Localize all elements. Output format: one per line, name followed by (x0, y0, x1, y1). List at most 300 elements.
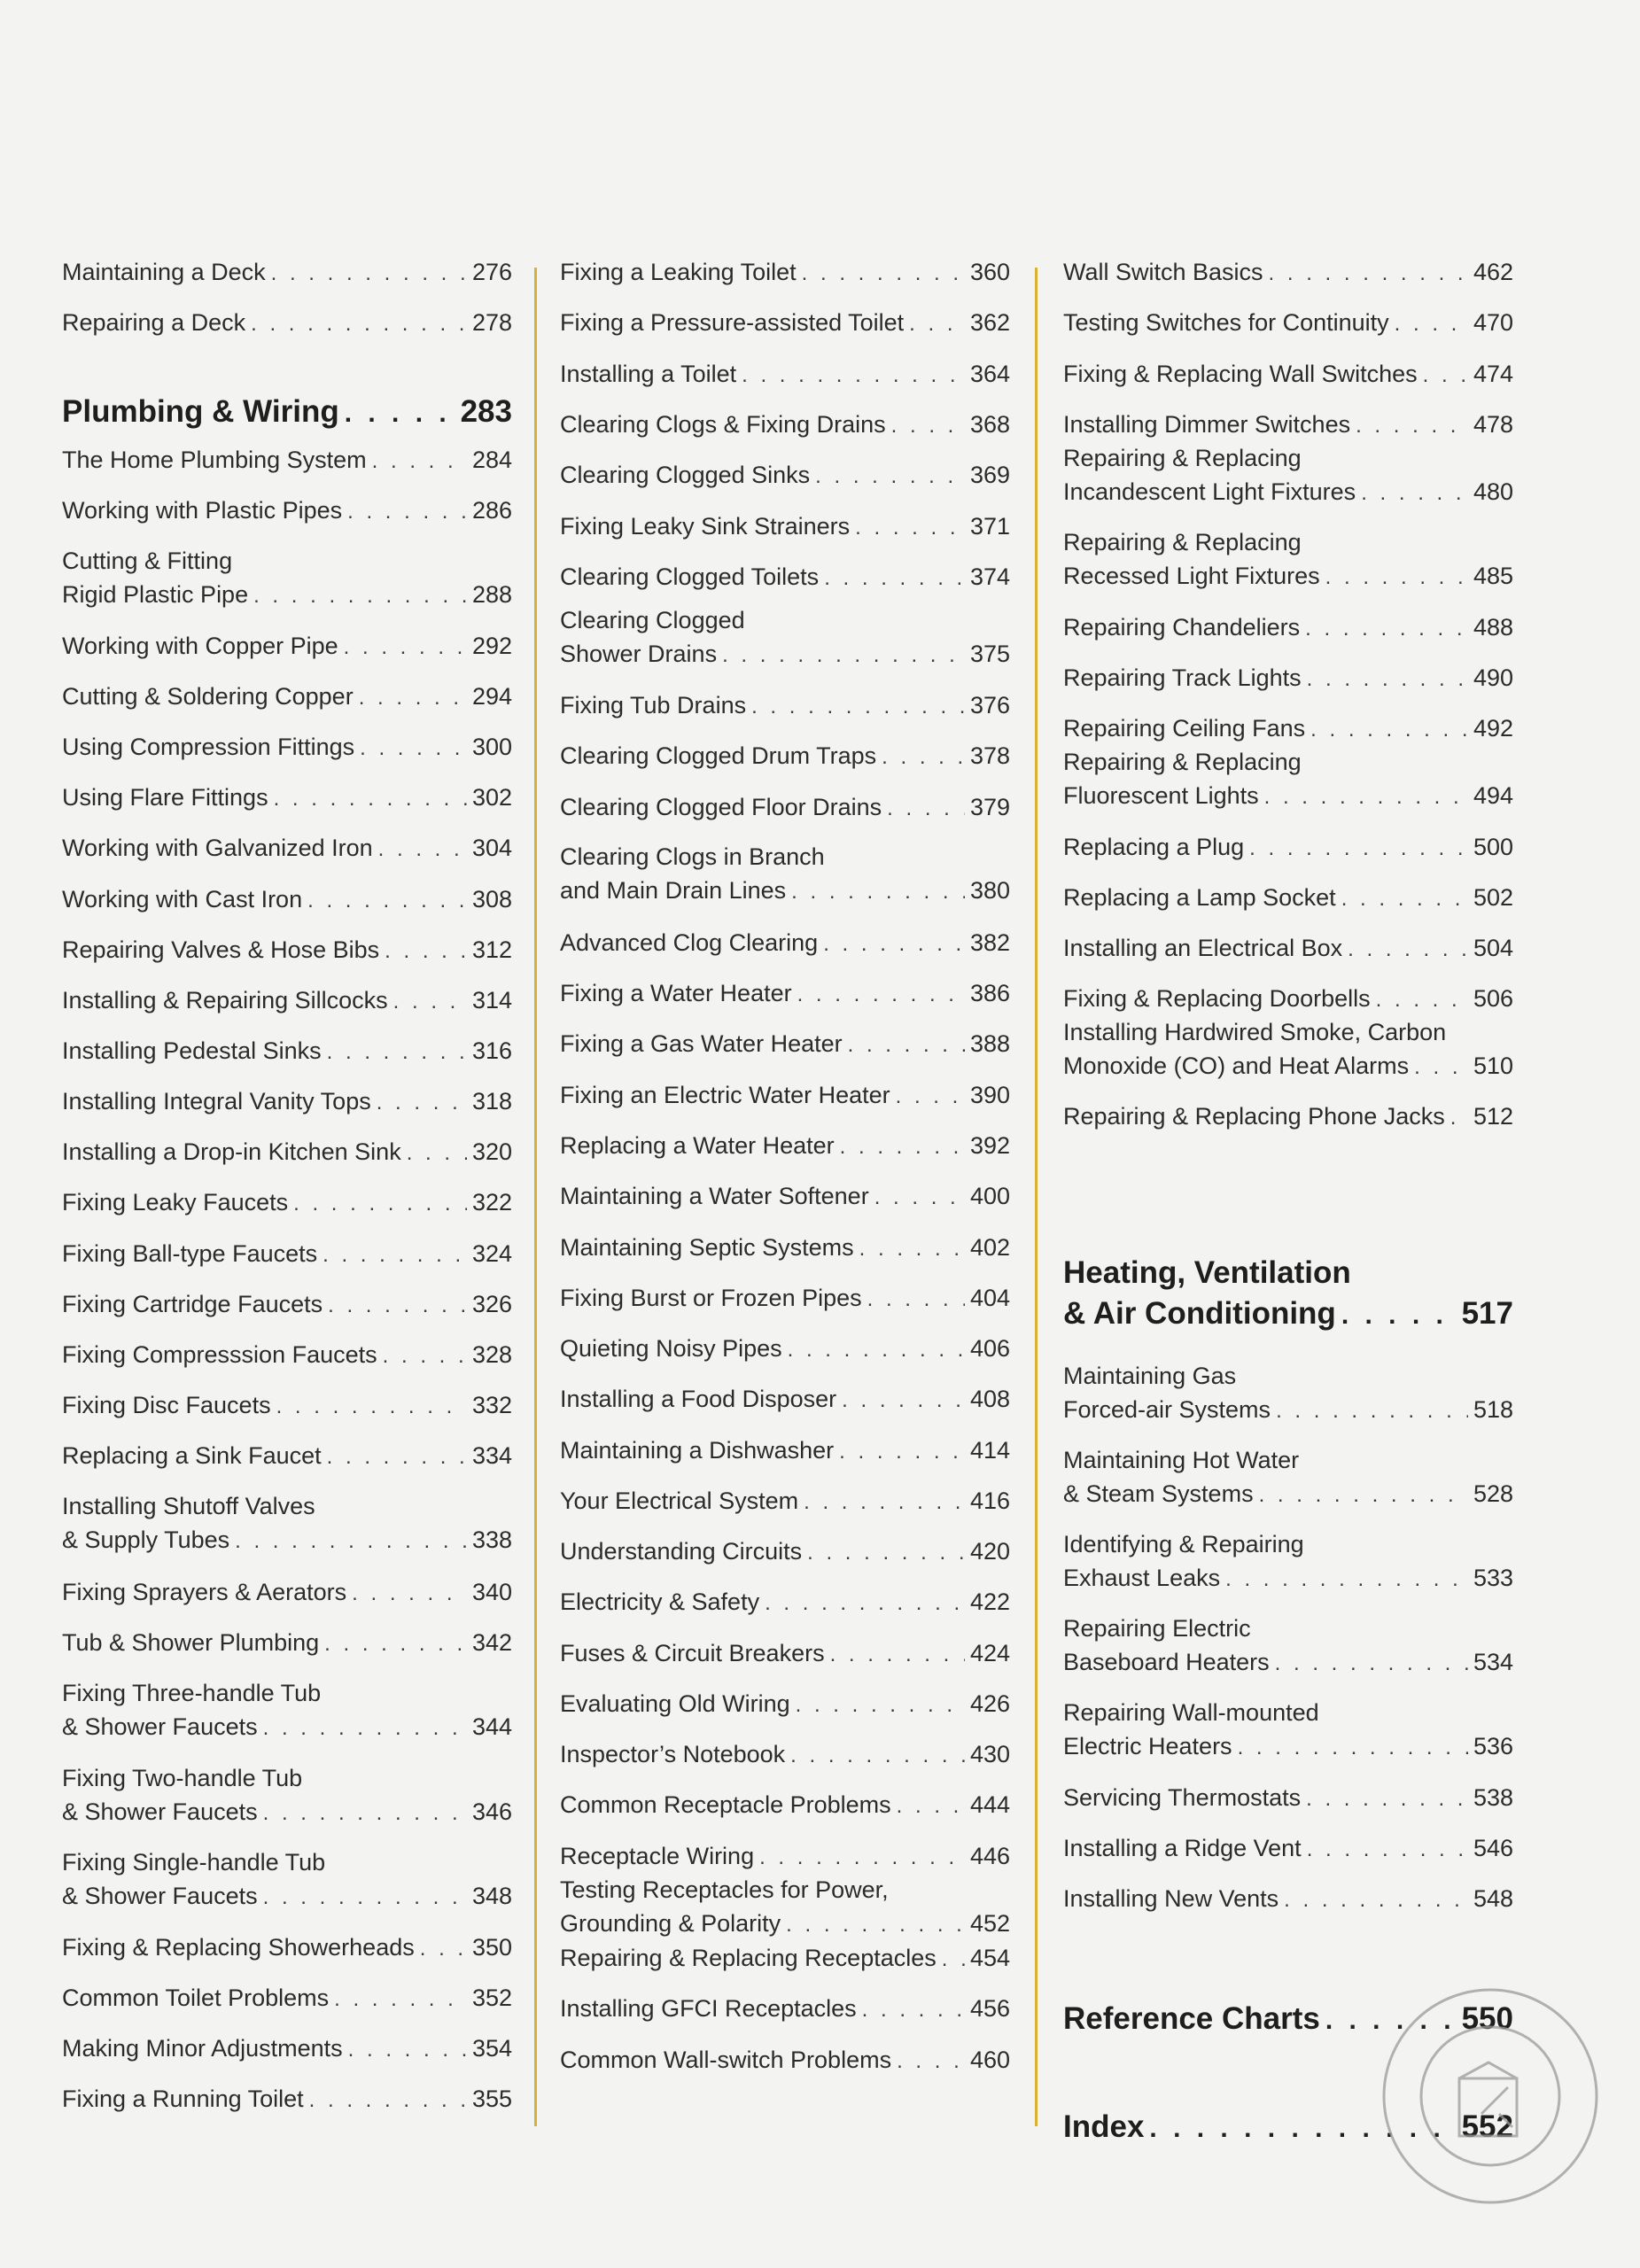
dot-leader (385, 935, 467, 968)
toc-entry[interactable] (62, 1575, 512, 1611)
entry-page-number: 374 (969, 563, 1010, 590)
entry-row (62, 1879, 512, 1915)
entry-title: Fixing Tub Drains (560, 692, 747, 718)
entry-title: Clearing Clogged Sinks (560, 462, 811, 488)
dot-leader (797, 978, 965, 1012)
toc-entry[interactable] (1063, 610, 1513, 646)
toc-entry[interactable] (1063, 1882, 1513, 1917)
toc-entry[interactable] (560, 1281, 1010, 1317)
entry-page-number: 286 (471, 497, 512, 524)
entry-page-number: 314 (471, 987, 512, 1014)
entry-row (1063, 1729, 1513, 1765)
entry-row (1063, 661, 1513, 696)
toc-entry[interactable] (1063, 1781, 1513, 1816)
entry-page-number: 490 (1473, 664, 1513, 691)
toc-entry[interactable] (560, 739, 1010, 774)
entry-title-line-1: Repairing & Replacing (1063, 749, 1302, 775)
entry-title: & Shower Faucets (62, 1798, 258, 1825)
entry-title: Fixing Leaky Faucets (62, 1189, 289, 1216)
dot-leader (334, 1983, 467, 2016)
toc-entry[interactable] (560, 357, 1010, 392)
toc-entry[interactable] (560, 1687, 1010, 1722)
entry-title: Fixing & Replacing Doorbells (1063, 985, 1371, 1012)
entry-page-number: 338 (471, 1526, 512, 1553)
toc-entry[interactable] (560, 1585, 1010, 1620)
toc-entry[interactable] (560, 1433, 1010, 1469)
toc-entry[interactable] (560, 1636, 1010, 1672)
toc-entry[interactable] (62, 1761, 512, 1830)
toc-entry[interactable] (1063, 255, 1513, 291)
toc-entry[interactable] (1063, 408, 1513, 443)
dot-leader (293, 1187, 467, 1221)
toc-entry[interactable] (560, 2043, 1010, 2078)
dot-leader (420, 1932, 467, 1966)
entry-row (62, 933, 512, 968)
dot-leader (867, 1283, 965, 1317)
entry-row (560, 1382, 1010, 1418)
toc-entry[interactable] (62, 1845, 512, 1915)
entry-title: Understanding Circuits (560, 1538, 803, 1565)
toc-entry[interactable] (62, 730, 512, 765)
dot-leader (1341, 1295, 1457, 1336)
entry-row (1063, 1882, 1513, 1917)
dot-leader (1276, 1394, 1468, 1428)
entry-title-line-1: Fixing Two-handle Tub (62, 1765, 303, 1791)
toc-entry[interactable] (62, 831, 512, 866)
entry-title: & Supply Tubes (62, 1526, 230, 1553)
entry-row (560, 1534, 1010, 1570)
bookstore-watermark-stamp (1375, 1981, 1605, 2211)
entry-page-number: 316 (471, 1037, 512, 1064)
entry-row (1063, 779, 1513, 814)
entry-row (560, 1433, 1010, 1469)
entry-title: Repairing & Replacing Phone Jacks (1063, 1103, 1445, 1130)
dot-leader (263, 1797, 467, 1830)
entry-row (560, 1332, 1010, 1367)
entry-page-number: 416 (969, 1487, 1010, 1514)
toc-entry[interactable] (1063, 1696, 1513, 1765)
entry-page-number: 533 (1473, 1565, 1513, 1591)
entry-title: Quieting Noisy Pipes (560, 1335, 782, 1362)
toc-entry[interactable] (62, 1439, 512, 1474)
toc-entry[interactable] (1063, 525, 1513, 594)
toc-entry[interactable] (62, 544, 512, 613)
entry-row (560, 2043, 1010, 2078)
entry-title: Installing GFCI Receptacles (560, 1995, 857, 2022)
entry-title: Fixing a Running Toilet (62, 2085, 304, 2112)
toc-entry[interactable] (62, 629, 512, 664)
toc-entry[interactable] (560, 926, 1010, 961)
entry-title: Replacing a Sink Faucet (62, 1442, 322, 1469)
toc-entry[interactable] (1063, 982, 1513, 1017)
dot-leader (378, 833, 467, 866)
toc-entry[interactable] (1063, 711, 1513, 747)
toc-entry[interactable] (62, 1287, 512, 1323)
toc-entry[interactable] (62, 781, 512, 816)
dot-leader (276, 1390, 467, 1424)
entry-page-number: 360 (969, 259, 1010, 285)
dot-leader (791, 875, 965, 909)
entry-page-number: 426 (969, 1690, 1010, 1717)
entry-page-number: 430 (969, 1741, 1010, 1767)
toc-entry[interactable] (1063, 1015, 1513, 1084)
toc-entry[interactable] (62, 443, 512, 478)
entry-page-number: 538 (1473, 1784, 1513, 1811)
entry-row (1063, 255, 1513, 291)
toc-entry[interactable] (62, 1338, 512, 1373)
dot-leader (377, 1086, 467, 1120)
toc-entry[interactable] (560, 560, 1010, 595)
dot-leader (324, 1627, 467, 1661)
toc-entry[interactable] (560, 1078, 1010, 1114)
dot-leader (874, 1181, 965, 1215)
toc-entry[interactable] (1063, 441, 1513, 510)
entry-row (62, 306, 512, 341)
entry-title: Fixing Cartridge Faucets (62, 1291, 323, 1317)
entry-page-number: 376 (969, 692, 1010, 718)
toc-entry[interactable] (62, 2082, 512, 2117)
toc-entry[interactable] (560, 1788, 1010, 1823)
heading-title: Reference Charts (1063, 2001, 1320, 2036)
dot-leader (360, 732, 467, 765)
dot-leader (759, 1841, 965, 1875)
toc-entry[interactable] (1063, 357, 1513, 392)
dot-leader (807, 1536, 965, 1570)
entry-page-number: 342 (471, 1629, 512, 1656)
entry-title: Recessed Light Fixtures (1063, 563, 1320, 589)
entry-row (560, 1231, 1010, 1266)
toc-entry[interactable] (62, 1388, 512, 1424)
toc-entry[interactable] (1063, 1527, 1513, 1596)
entry-row (62, 781, 512, 816)
entry-title: Installing a Food Disposer (560, 1386, 837, 1412)
entry-title-line-1: Repairing Electric (1063, 1615, 1251, 1642)
dot-leader (1310, 713, 1468, 747)
toc-entry[interactable] (62, 2031, 512, 2067)
dot-leader (309, 2084, 467, 2117)
dot-leader (887, 792, 965, 826)
toc-entry[interactable] (560, 306, 1010, 341)
entry-title: Replacing a Plug (1063, 834, 1245, 860)
toc-entry[interactable] (560, 1332, 1010, 1367)
toc-entry[interactable] (560, 1231, 1010, 1266)
dot-leader (1306, 1783, 1468, 1816)
dot-leader (839, 1435, 965, 1469)
entry-title-line-1: Repairing & Replacing (1063, 529, 1302, 555)
toc-entry[interactable] (1063, 881, 1513, 916)
entry-title: Using Compression Fittings (62, 734, 355, 760)
toc-entry[interactable] (560, 1382, 1010, 1418)
toc-entry[interactable] (1063, 1831, 1513, 1867)
toc-entry[interactable] (62, 1626, 512, 1661)
entry-row (1063, 475, 1513, 510)
entry-title-line-1: Fixing Three-handle Tub (62, 1680, 322, 1706)
toc-entry[interactable] (1063, 306, 1513, 341)
entry-row (560, 637, 1010, 672)
toc-entry[interactable] (560, 603, 1010, 672)
entry-title: Fixing Leaky Sink Strainers (560, 513, 851, 540)
entry-title: Forced-air Systems (1063, 1396, 1271, 1423)
toc-entry[interactable] (560, 458, 1010, 493)
dot-leader (327, 1441, 467, 1474)
dot-leader (862, 1993, 965, 2027)
heading-page-number: 283 (460, 394, 512, 429)
dot-leader (1307, 663, 1468, 696)
entry-row (62, 578, 512, 613)
toc-entry[interactable] (560, 408, 1010, 443)
dot-leader (1264, 781, 1468, 814)
entry-page-number: 414 (969, 1437, 1010, 1464)
toc-entry[interactable] (560, 1737, 1010, 1773)
entry-row (560, 688, 1010, 724)
entry-page-number: 348 (471, 1883, 512, 1909)
entry-row (62, 493, 512, 529)
entry-row (560, 1941, 1010, 1977)
toc-entry[interactable] (62, 1135, 512, 1170)
entry-row (62, 1388, 512, 1424)
entry-row (560, 1585, 1010, 1620)
entry-title: Fixing Disc Faucets (62, 1392, 271, 1418)
toc-entry[interactable] (62, 1981, 512, 2016)
entry-page-number: 355 (471, 2085, 512, 2112)
entry-title-line-1: Identifying & Repairing (1063, 1531, 1304, 1557)
entry-row (1063, 408, 1513, 443)
entry-page-number: 444 (969, 1791, 1010, 1818)
heading-title: Index (1063, 2109, 1145, 2144)
toc-entry[interactable] (560, 1534, 1010, 1570)
entry-row (560, 1737, 1010, 1773)
entry-title: Wall Switch Basics (1063, 259, 1263, 285)
dot-leader (345, 393, 455, 434)
entry-page-number: 300 (471, 734, 512, 760)
entry-page-number: 375 (969, 641, 1010, 667)
toc-entry[interactable] (560, 1484, 1010, 1519)
toc-entry[interactable] (560, 1179, 1010, 1215)
entry-row (62, 1237, 512, 1272)
entry-page-number: 534 (1473, 1649, 1513, 1675)
toc-entry[interactable] (1063, 931, 1513, 967)
dot-leader (235, 1525, 467, 1558)
entry-row (1063, 1781, 1513, 1816)
entry-title-line-1: Fixing Single-handle Tub (62, 1849, 326, 1876)
entry-title: Common Receptacle Problems (560, 1791, 891, 1818)
entry-row (62, 629, 512, 664)
toc-entry[interactable] (560, 1873, 1010, 1942)
entry-row (62, 1523, 512, 1558)
toc-entry[interactable] (62, 882, 512, 918)
entry-title: Baseboard Heaters (1063, 1649, 1270, 1675)
entry-row (1063, 1393, 1513, 1428)
dot-leader (1414, 1051, 1468, 1084)
entry-title: Grounding & Polarity (560, 1910, 781, 1937)
entry-title: Your Electrical System (560, 1487, 799, 1514)
entry-row (560, 976, 1010, 1012)
toc-entry[interactable] (62, 1185, 512, 1221)
toc-entry[interactable] (1063, 1443, 1513, 1512)
entry-row (560, 1484, 1010, 1519)
dot-leader (804, 1486, 965, 1519)
toc-entry[interactable] (1063, 830, 1513, 866)
dot-leader (359, 681, 467, 715)
section-heading[interactable] (62, 392, 512, 434)
toc-entry[interactable] (62, 1034, 512, 1069)
dot-leader (1341, 882, 1468, 916)
toc-entry[interactable] (1063, 1612, 1513, 1681)
entry-title-line-1: Maintaining Hot Water (1063, 1447, 1300, 1473)
toc-entry[interactable] (1063, 1099, 1513, 1135)
dot-leader (1395, 307, 1468, 341)
entry-row (62, 2082, 512, 2117)
toc-entry[interactable] (560, 1027, 1010, 1062)
toc-entry[interactable] (62, 680, 512, 715)
toc-entry[interactable] (62, 983, 512, 1019)
entry-row (62, 882, 512, 918)
dot-leader (323, 1239, 467, 1272)
entry-title: Fixing a Leaking Toilet (560, 259, 797, 285)
toc-entry[interactable] (62, 306, 512, 341)
entry-page-number: 480 (1473, 478, 1513, 505)
entry-title: Fixing a Water Heater (560, 980, 792, 1006)
entry-title: Fixing a Pressure-assisted Toilet (560, 309, 905, 336)
heading-title: & Air Conditioning (1063, 1296, 1336, 1331)
dot-leader (1376, 983, 1468, 1017)
entry-title: Installing New Vents (1063, 1885, 1279, 1912)
toc-entry[interactable] (62, 1084, 512, 1120)
dot-leader (372, 445, 467, 478)
entry-page-number: 452 (969, 1910, 1010, 1937)
toc-entry[interactable] (1063, 1359, 1513, 1428)
entry-title: Fuses & Circuit Breakers (560, 1640, 825, 1666)
entry-row (560, 1129, 1010, 1164)
dot-leader (253, 579, 467, 613)
entry-title-line-1: Maintaining Gas (1063, 1363, 1237, 1389)
entry-row (1063, 830, 1513, 866)
dot-leader (790, 1739, 965, 1773)
entry-title: Repairing Valves & Hose Bibs (62, 936, 380, 963)
entry-page-number: 332 (471, 1392, 512, 1418)
toc-entry[interactable] (560, 1941, 1010, 1977)
entry-title: Electricity & Safety (560, 1588, 760, 1615)
dot-leader (823, 928, 965, 961)
entry-row (560, 1788, 1010, 1823)
entry-page-number: 510 (1473, 1052, 1513, 1079)
entry-title: Installing a Toilet (560, 361, 737, 387)
entry-row (62, 1338, 512, 1373)
heading-title: Plumbing & Wiring (62, 394, 339, 429)
entry-title: Installing a Ridge Vent (1063, 1835, 1302, 1861)
entry-page-number: 382 (969, 929, 1010, 956)
entry-page-number: 340 (471, 1579, 512, 1605)
toc-entry[interactable] (560, 509, 1010, 545)
column-divider-1 (534, 268, 537, 2126)
dot-leader (1356, 409, 1468, 443)
entry-page-number: 420 (969, 1538, 1010, 1565)
entry-row (560, 1636, 1010, 1672)
entry-page-number: 488 (1473, 614, 1513, 641)
entry-row (560, 408, 1010, 443)
section-heading[interactable] (1063, 1253, 1513, 1336)
toc-entry[interactable] (62, 1237, 512, 1272)
entry-title: Exhaust Leaks (1063, 1565, 1221, 1591)
toc-entry[interactable] (560, 976, 1010, 1012)
dot-leader (263, 1712, 467, 1745)
entry-page-number: 328 (471, 1341, 512, 1368)
entry-row (1063, 881, 1513, 916)
entry-page-number: 474 (1473, 361, 1513, 387)
entry-page-number: 470 (1473, 309, 1513, 336)
entry-title: Repairing Track Lights (1063, 664, 1302, 691)
entry-page-number: 548 (1473, 1885, 1513, 1912)
entry-title: The Home Plumbing System (62, 447, 367, 473)
entry-page-number: 326 (471, 1291, 512, 1317)
entry-page-number: 506 (1473, 985, 1513, 1012)
dot-leader (1325, 561, 1468, 594)
entry-page-number: 378 (969, 742, 1010, 769)
column-divider-2 (1035, 268, 1038, 2126)
toc-entry[interactable] (560, 255, 1010, 291)
entry-page-number: 292 (471, 633, 512, 659)
entry-page-number: 352 (471, 1984, 512, 2011)
toc-entry[interactable] (62, 1676, 512, 1745)
toc-entry[interactable] (560, 840, 1010, 909)
entry-page-number: 294 (471, 683, 512, 710)
dot-leader (347, 495, 467, 529)
toc-entry[interactable] (62, 933, 512, 968)
dot-leader (251, 307, 467, 341)
toc-entry[interactable] (62, 493, 512, 529)
entry-page-number: 334 (471, 1442, 512, 1469)
entry-row (560, 926, 1010, 961)
entry-row (560, 560, 1010, 595)
toc-entry[interactable] (62, 1489, 512, 1558)
toc-entry[interactable] (560, 790, 1010, 826)
entry-row (560, 1839, 1010, 1875)
toc-entry[interactable] (62, 255, 512, 291)
entry-title: Incandescent Light Fixtures (1063, 478, 1356, 505)
toc-entry[interactable] (560, 1839, 1010, 1875)
dot-leader (352, 1577, 467, 1611)
entry-row (62, 1135, 512, 1170)
dot-leader (274, 782, 467, 816)
entry-row (1063, 610, 1513, 646)
dot-leader (848, 1029, 965, 1062)
entry-row (560, 790, 1010, 826)
entry-page-number: 320 (471, 1138, 512, 1165)
entry-page-number: 446 (969, 1843, 1010, 1869)
entry-row (1063, 982, 1513, 1017)
entry-row (62, 1034, 512, 1069)
toc-entry[interactable] (560, 1992, 1010, 2027)
dot-leader (786, 1908, 965, 1942)
entry-row (560, 739, 1010, 774)
entry-row (1063, 931, 1513, 967)
entry-page-number: 346 (471, 1798, 512, 1825)
entry-row (62, 1439, 512, 1474)
toc-entry[interactable] (560, 688, 1010, 724)
toc-entry[interactable] (560, 1129, 1010, 1164)
dot-leader (796, 1689, 965, 1722)
toc-entry[interactable] (1063, 745, 1513, 814)
toc-entry[interactable] (62, 1930, 512, 1966)
entry-title: Servicing Thermostats (1063, 1784, 1302, 1811)
entry-page-number: 404 (969, 1285, 1010, 1311)
entry-page-number: 364 (969, 361, 1010, 387)
entry-page-number: 288 (471, 581, 512, 608)
dot-leader (751, 690, 965, 724)
dot-leader (327, 1036, 467, 1069)
toc-entry[interactable] (1063, 661, 1513, 696)
entry-page-number: 422 (969, 1588, 1010, 1615)
